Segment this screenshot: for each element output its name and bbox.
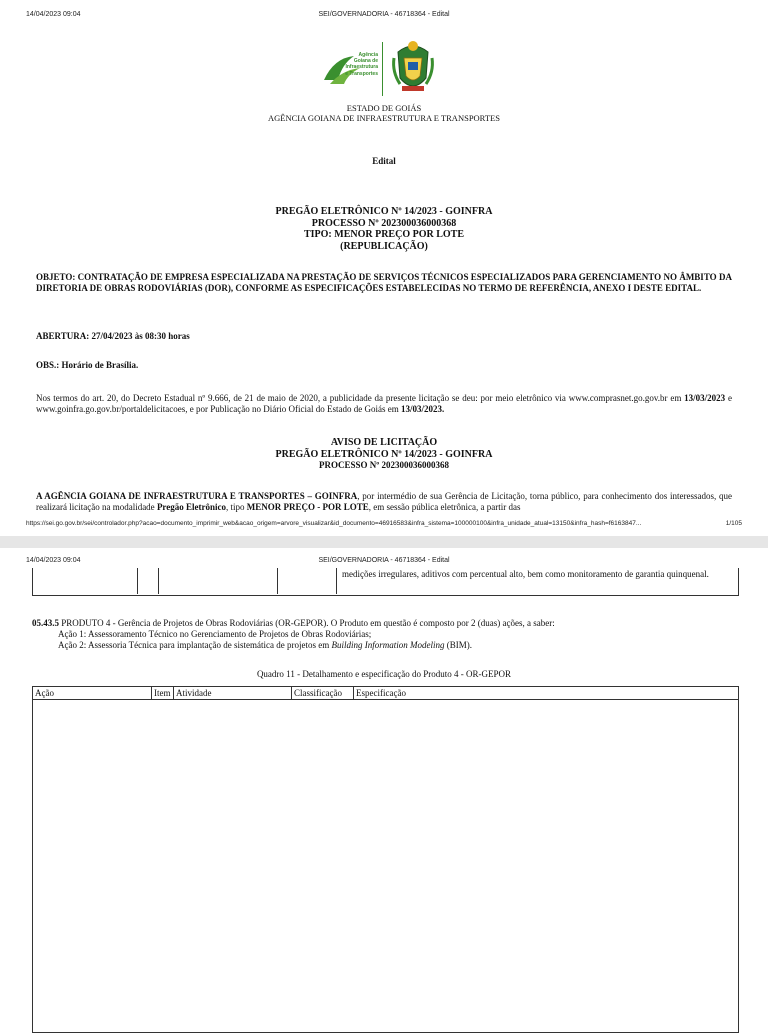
objeto-paragraph: OBJETO: CONTRATAÇÃO DE EMPRESA ESPECIALIZADA NA PRESTAÇÃO DE SERVIÇOS TÉCNICOS ESPECIALIZADOS PARA GERENCIAMENTO NO ÂMBITO DA DIRETORIA DE OBRAS RODOVIÁRIAS (DOR), CONFORME AS ESPECIFICAÇÕES ESTABELECIDAS NO TERMO DE REFERÊNCIA, ANEXO I DESTE EDITAL. — [36, 272, 732, 293]
obs-value: : Horário de Brasília. — [56, 360, 139, 370]
state-coat-of-arms-icon — [390, 38, 436, 98]
continued-cell-text: medições irregulares, aditivos com percentual alto, bem como monitoramento de garantia quinquenal. — [342, 569, 709, 579]
pregao-number: PREGÃO ELETRÔNICO Nº 14/2023 - GOINFRA — [275, 206, 493, 217]
intro-text: , em sessão pública eletrônica, a partir das — [368, 502, 521, 512]
republicacao-line: (REPUBLICAÇÃO) — [340, 240, 428, 252]
tipo-line: TIPO: MENOR PREÇO POR LOTE — [303, 229, 464, 240]
logo-divider — [382, 42, 383, 96]
agency-logo-line: e Transportes — [345, 70, 378, 77]
print-page-number: 1/105 — [725, 520, 742, 527]
table-cell — [159, 568, 278, 594]
column-header-acao: Ação — [33, 687, 152, 699]
print-title: SEI/GOVERNADORIA - 46718364 - Edital — [318, 11, 450, 18]
print-title: SEI/GOVERNADORIA - 46718364 - Edital — [318, 557, 450, 564]
institution-heading — [36, 103, 732, 123]
document-page-2 — [0, 548, 768, 1024]
aviso-heading — [36, 437, 732, 472]
column-header-item: Item — [152, 687, 174, 699]
acao-2-text: (BIM). — [444, 640, 472, 650]
processo-number: PROCESSO Nº 202300036000368 — [311, 217, 457, 229]
document-title: Edital — [372, 156, 396, 166]
aviso-processo: PROCESSO Nº 202300036000368 — [319, 460, 449, 470]
column-header-especificacao: Especificação — [356, 688, 406, 698]
publicidade-text: e www.goinfra.go.gov.br/portaldelicitacoes, e por Publicação no Diário Oficial do Estado de Goiás em — [36, 393, 732, 414]
abertura-label: ABERTURA — [36, 331, 87, 341]
aviso-title: AVISO DE LICITAÇÃO — [330, 437, 438, 448]
print-footer — [0, 518, 768, 528]
print-timestamp: 14/04/2023 09:04 — [26, 557, 81, 564]
publicidade-date-2: 13/03/2023. — [400, 404, 445, 414]
abertura-line — [36, 331, 732, 342]
intro-paragraph — [36, 491, 732, 513]
intro-tipo: MENOR PREÇO - POR LOTE — [246, 502, 369, 512]
obs-label: OBS. — [36, 360, 57, 370]
table-cell — [33, 568, 138, 594]
publicidade-paragraph — [36, 393, 732, 415]
produto-number: 05.43.5 — [32, 618, 59, 628]
intro-modalidade: Pregão Eletrônico — [156, 502, 227, 512]
header-logos — [320, 38, 450, 100]
aviso-pregao: PREGÃO ELETRÔNICO Nº 14/2023 - GOINFRA — [275, 448, 493, 460]
acao-1: Ação 1: Assessoramento Técnico no Gerenciamento de Projetos de Obras Rodoviárias; — [58, 629, 372, 639]
print-header — [0, 8, 768, 20]
agency-logo-line: Infraestrutura — [345, 64, 378, 71]
agency-logo-text — [345, 52, 378, 77]
produto-heading — [32, 618, 736, 629]
intro-text: , tipo — [226, 502, 247, 512]
intro-text: , por intermédio de sua Gerência de Licitação, torna público, para conhecimento dos interessados, que realizará licitação na modalidade — [36, 491, 732, 512]
produto-4-table — [32, 686, 739, 1033]
abertura-value: : 27/04/2023 às 08:30 horas — [86, 331, 190, 341]
acao-2 — [32, 640, 736, 651]
table-cell — [278, 568, 337, 594]
produto-4-section — [32, 618, 736, 651]
obs-line — [36, 360, 732, 371]
publicidade-date-1: 13/03/2023 — [684, 393, 726, 403]
agency-logo-line: Goiana de — [353, 58, 378, 65]
agency-logo-line: Agência — [358, 52, 378, 58]
continued-table-fragment — [32, 568, 739, 596]
table-header-row — [33, 687, 738, 700]
acao-2-bim: Building Information Modeling — [331, 640, 445, 650]
acao-2-text: Ação 2: Assessoria Técnica para implantação de sistemática de projetos em — [58, 640, 332, 650]
page-separator — [0, 536, 768, 548]
publicidade-text: Nos termos do art. 20, do Decreto Estadual nº 9.666, de 21 de maio de 2020, a publicidade da presente licitação se deu: por meio eletrônico via www.comprasnet.go.gov.br em — [36, 393, 685, 403]
produto-text: PRODUTO 4 - Gerência de Projetos de Obras Rodoviárias (OR-GEPOR). O Produto em questão é composto por 2 (duas) ações, a saber: — [59, 618, 555, 628]
print-url: https://sei.go.gov.br/sei/controlador.php?acao=documento_imprimir_web&acao_origem=arvore_visualizar&id_documento=46916583&infra_sistema=100000100&infra_unidade_atual=13150&infra_hash=f6163847... — [26, 520, 642, 527]
column-header-atividade: Atividade — [174, 687, 292, 699]
print-header — [0, 554, 768, 566]
agency-name: AGÊNCIA GOIANA DE INFRAESTRUTURA E TRANSPORTES — [268, 113, 500, 123]
pregao-heading — [36, 206, 732, 252]
print-timestamp: 14/04/2023 09:04 — [26, 11, 81, 18]
intro-agency: A AGÊNCIA GOIANA DE INFRAESTRUTURA E TRANSPORTES – GOINFRA — [36, 491, 358, 501]
table-cell — [138, 568, 159, 594]
quadro-caption: Quadro 11 - Detalhamento e especificação do Produto 4 - OR-GEPOR — [256, 669, 512, 679]
column-header-classificacao: Classificação — [292, 687, 354, 699]
state-name: ESTADO DE GOIÁS — [346, 103, 422, 113]
